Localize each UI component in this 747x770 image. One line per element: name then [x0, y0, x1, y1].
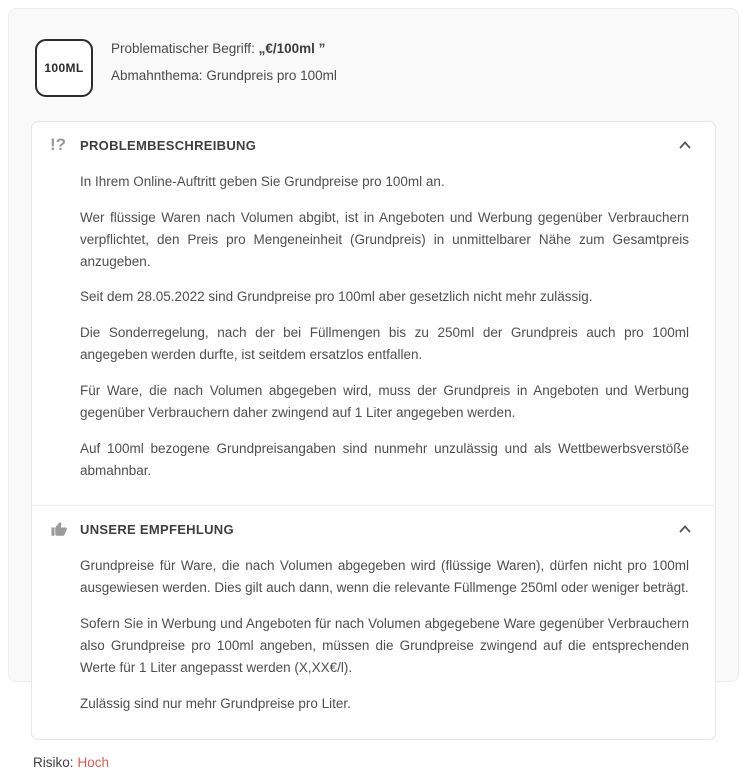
term-badge-label: 100ML [44, 61, 84, 75]
paragraph: Auf 100ml bezogene Grundpreisangaben sind nunmehr unzulässig und als Wettbewerbsverstöße abmahnbar. [80, 440, 689, 478]
paragraph: Für Ware, die nach Volumen abgegeben wird, muss der Grundpreis in Angeboten und Werbung gegenüber Verbrauchern daher zwingend auf 1 Liter angegeben werden. [80, 383, 689, 420]
section-recommendation-header[interactable] [32, 506, 715, 549]
problematic-term-line [111, 42, 337, 56]
thumbs-up-icon [50, 520, 80, 538]
section-problem-body [32, 165, 715, 505]
section-problem-header[interactable] [32, 122, 715, 165]
interrobang-icon: !? [50, 135, 67, 154]
paragraph: Die Sonderregelung, nach der bei Füllmengen bis zu 250ml der Grundpreis auch pro 100ml angegeben werden durfte, ist seitdem ersatzlos entfallen. [80, 325, 689, 363]
header-text [111, 39, 337, 95]
paragraph: Grundpreise für Ware, die nach Volumen abgegeben wird (flüssige Waren), dürfen nicht pro 100ml ausgewiesen werden. Dies gilt auch dann, wenn die relevante Füllmenge 250ml oder weniger beträgt. [80, 558, 689, 596]
section-recommendation-title: UNSERE EMPFEHLUNG [80, 521, 234, 537]
abmahn-topic-label: Abmahnthema: [111, 67, 207, 83]
term-badge [35, 39, 93, 97]
abmahn-topic-value: Grundpreis pro 100ml [206, 67, 337, 83]
warning-card [8, 8, 739, 770]
paragraph: Seit dem 28.05.2022 sind Grundpreise pro 100ml aber gesetzlich nicht mehr zulässig. [80, 289, 593, 305]
problematic-term-value: „€/100ml ” [258, 41, 326, 56]
abmahn-topic-line [111, 69, 337, 83]
paragraph: Zulässig sind nur mehr Grundpreise pro Liter. [80, 695, 351, 711]
risk-label: Risiko: [33, 754, 74, 770]
section-problem [32, 122, 715, 505]
chevron-up-icon[interactable] [675, 135, 695, 155]
paragraph: Wer flüssige Waren nach Volumen abgibt, ist in Angeboten und Werbung gegenüber Verbrauchern verpflichtet, den Preis pro Mengeneinheit (Grundpreis) in unmittelbarer Nähe zum Gesamtpreis anzugeben. [80, 209, 689, 269]
risk-row [33, 755, 716, 770]
paragraph: In Ihrem Online-Auftritt geben Sie Grundpreise pro 100ml an. [80, 174, 445, 189]
risk-value-badge: Hoch [77, 754, 110, 770]
sections-container [31, 121, 716, 740]
section-recommendation [32, 505, 715, 738]
section-problem-title: PROBLEMBESCHREIBUNG [80, 137, 257, 153]
card-header [35, 39, 716, 97]
chevron-up-icon[interactable] [675, 519, 695, 539]
paragraph: Sofern Sie in Werbung und Angeboten für nach Volumen abgegebene Ware gegenüber Verbrauchern also Grundpreise pro 100ml angeben, müssen die Grundpreise zwingend auf die entsprechenden Werte für 1 Liter angepasst werden (X,XX€/l). [80, 616, 689, 675]
section-recommendation-body [32, 549, 715, 738]
problematic-term-label: Problematischer Begriff: [111, 41, 259, 56]
